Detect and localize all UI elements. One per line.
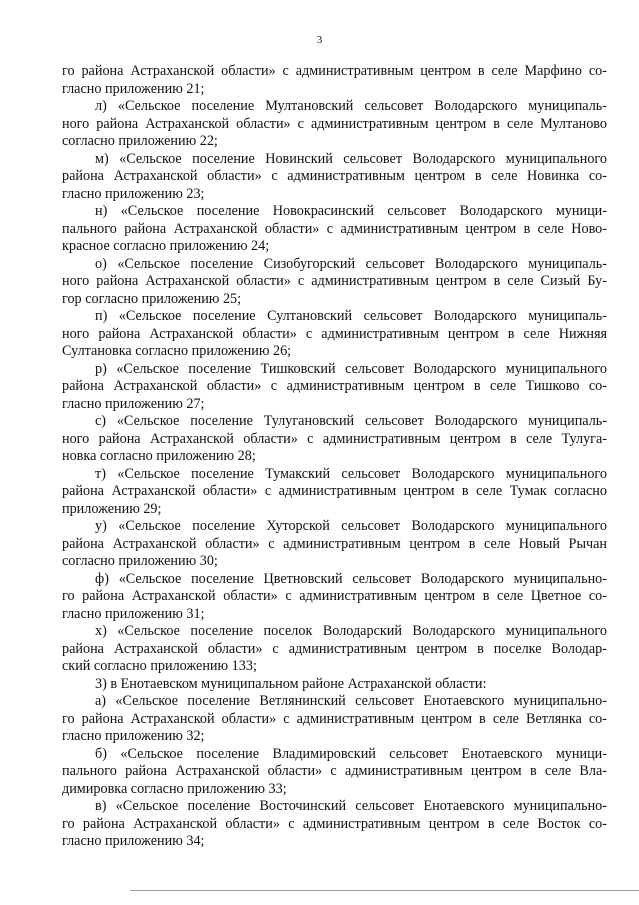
text-line: с) «Сельское поселение Тулугановский сельсовет Володарского муниципаль- — [95, 413, 607, 429]
text-line: района Астраханской области» с административным центром в селе Новый Рычан — [62, 535, 607, 552]
text-line: у) «Сельское поселение Хуторской сельсовет Володарского муниципального — [95, 518, 607, 534]
text-line: согласно приложению 30; — [62, 553, 218, 569]
text-line: ного района Астраханской области» с административным центром в селе Тулуга- — [62, 430, 607, 447]
text-line: ного района Астраханской области» с административным центром в селе Мултаново — [62, 115, 607, 132]
text-line: ф) «Сельское поселение Цветновский сельсовет Володарского муниципально- — [95, 570, 607, 587]
text-line: т) «Сельское поселение Тумакский сельсовет Володарского муниципального — [95, 465, 607, 482]
text-line: гласно приложению 27; — [62, 395, 205, 412]
text-line: гласно приложению 32; — [62, 728, 205, 744]
text-line: пального района Астраханской области» с административным центром в селе Вла- — [62, 763, 607, 779]
text-line: о) «Сельское поселение Сизобугорский сельсовет Володарского муниципаль- — [95, 255, 607, 272]
text-line: района Астраханской области» с административным центром в поселке Володар- — [62, 640, 607, 657]
text-line: гласно приложению 34; — [62, 833, 205, 849]
text-line: района Астраханской области» с административным центром в селе Тумак согласно — [62, 483, 607, 499]
text-line: ного района Астраханской области» с административным центром в селе Нижняя — [62, 325, 607, 342]
text-line: го района Астраханской области» с административным центром в селе Восток со- — [62, 815, 607, 832]
text-line: согласно приложению 22; — [62, 133, 218, 149]
scan-edge-line — [130, 890, 639, 891]
text-line: гласно приложению 23; — [62, 185, 205, 202]
text-line: б) «Сельское поселение Владимировский сельсовет Енотаевского муници- — [95, 745, 607, 762]
text-line: новка согласно приложению 28; — [62, 448, 256, 464]
text-line: Султановка согласно приложению 26; — [62, 343, 292, 359]
text-line: го района Астраханской области» с административным центром в селе Ветлянка со- — [62, 710, 607, 727]
text-line: пального района Астраханской области» с административным центром в селе Ново- — [62, 220, 607, 237]
text-line: п) «Сельское поселение Султановский сельсовет Володарского муниципаль- — [95, 308, 607, 324]
page-number: 3 — [316, 34, 323, 46]
text-line: н) «Сельское поселение Новокрасинский сельсовет Володарского муници- — [95, 203, 607, 219]
text-line: гласно приложению 21; — [62, 80, 205, 97]
text-line: гор согласно приложению 25; — [62, 290, 242, 307]
text-line: гласно приложению 31; — [62, 605, 205, 622]
text-line: красное согласно приложению 24; — [62, 238, 270, 254]
text-line: м) «Сельское поселение Новинский сельсовет Володарского муниципального — [95, 150, 607, 167]
document-body — [62, 63, 607, 851]
text-line: в) «Сельское поселение Восточинский сельсовет Енотаевского муниципально- — [95, 798, 607, 814]
text-line: района Астраханской области» с административным центром в селе Новинка со- — [62, 168, 607, 184]
text-line: димировка согласно приложению 33; — [62, 780, 287, 797]
text-line: ский согласно приложению 133; — [62, 658, 257, 674]
text-line: го района Астраханской области» с административным центром в селе Цветное со- — [62, 588, 607, 604]
text-line: ного района Астраханской области» с административным центром в селе Сизый Бу- — [62, 273, 607, 289]
text-line: го района Астраханской области» с административным центром в селе Марфино со- — [62, 63, 607, 79]
text-line: приложению 29; — [62, 500, 162, 517]
text-line: 3) в Енотаевском муниципальном районе Астраханской области: — [95, 675, 487, 692]
text-line: л) «Сельское поселение Мултановский сельсовет Володарского муниципаль- — [95, 98, 607, 114]
text-line: р) «Сельское поселение Тишковский сельсовет Володарского муниципального — [95, 360, 607, 377]
text-line: а) «Сельское поселение Ветлянинский сельсовет Енотаевского муниципально- — [95, 693, 607, 709]
text-line: х) «Сельское поселение поселок Володарский Володарского муниципального — [95, 623, 607, 639]
text-line: района Астраханской области» с административным центром в селе Тишково со- — [62, 378, 607, 394]
